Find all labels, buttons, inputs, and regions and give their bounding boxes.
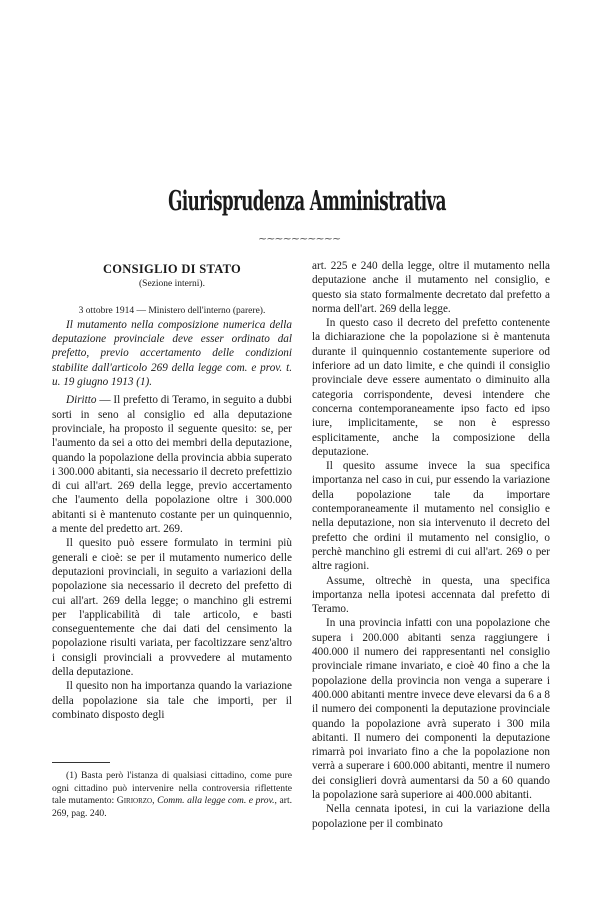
court-heading: CONSIGLIO DI STATO: [102, 262, 242, 276]
paragraph-diritto-text: — Il prefetto di Teramo, in seguito a dubbi sorti in seno al consiglio ed alla deputazione provinciale, ha proposto il seguente quesito: se, per l'aumento da sei a otto dei membri della deputazione, quando la popolazione della provincia abbia superato i 300.000 abitanti, sia necessario il decreto prefettizio di cui all'art. 269 della legge, previo accertamento che l'aumento della popolazione oltre i 300.000 abitanti si è mantenuto costante per un quinquennio, a mente del predetto art. 269.: [52, 394, 292, 536]
title-ornament: ~~~~~~~~~~: [258, 232, 341, 245]
paragraph-provincia: In una provincia infatti con una popolazione che supera i 200.000 abitanti senza raggiungere i 400.000 il numero dei rappresentanti nel consiglio provinciale rimane invariato, e cioè 40 fino a che la popolazione della provincia non venga a superare i 400.000 abitanti mentre invece deve elevarsi da 6 a 8 il numero dei componenti la deputazione provinciale quando la popolazione avrà superato i 300 mila abitanti. Il numero dei componenti la deputazione rimarrà poi invariato fino a che la popolazione non verrà a superare i 600.000 abitanti, mentre il numero dei consiglieri dovrà aumentarsi da 50 a 60 quando la popolazione sarà superiore ai 400.000 abitanti.: [312, 617, 550, 801]
footnote-ref: , art. 269, pag. 240.: [52, 795, 293, 819]
diritto-label: Diritto: [66, 394, 97, 407]
paragraph-continuation: art. 225 e 240 della legge, oltre il mutamento nella deputazione anche il mutamento nel consiglio, e questo sia stato formalmente decretato dal prefetto a norma dell'art. 269 della legge.: [312, 260, 550, 315]
footnote-author: Giriorzo: [116, 795, 153, 807]
footnote-divider: [52, 762, 110, 763]
footnote: (1) Basta però l'istanza di qualsiasi cittadino, come pure ogni cittadino può intervenire nella controversia riflettente tale mutamento: Giriorzo, Comm. alla legge com. e prov., art. 269, pag. 240.: [52, 770, 293, 819]
paragraph-decreto: In questo caso il decreto del prefetto contenente la dichiarazione che la popolazione si è mantenuta durante il quinquennio costantemente superiore od inferiore ad un dato limite, e che quindi il consiglio provinciale deve essere aumentato o diminuito alla categoria corrispondente, devesi intendere che concerna contemporaneamente ipso facto ed ipso iure, implicitamente, se non è espresso esplicitamente, anche la composizione della deputazione.: [312, 317, 550, 458]
page-title: Giurisprudenza Amministrativa: [168, 186, 446, 217]
decision-dateline: 3 ottobre 1914 — Ministero dell'interno (parere).: [78, 305, 266, 316]
section-subheading: (Sezione interni).: [139, 279, 205, 290]
paragraph-teramo: Assume, oltrechè in questa, una specifica importanza nella ipotesi accennata dal prefetto di Teramo.: [312, 574, 550, 616]
paragraph-quesito: Il quesito può essere formulato in termini più generali e cioè: se per il mutamento numerico delle deputazioni provinciali, in seguito a variazioni della popolazione sia necessario il decreto del prefetto di cui all'art. 269 della legge; o manchino gli estremi per l'applicabilità di tale articolo, e basti conseguentemente che dai dati del censimento la popolazione risulti variata, per facoltizzare senz'altro i consigli provinciali a provvedere al mutamento della deputazione.: [52, 537, 292, 679]
paragraph-specifica: Il quesito assume invece la sua specifica importanza nel caso in cui, pur essendo la variazione della popolazione tale da importare contemporaneamente il mutamento nel consiglio e nella deputazione, non sia intervenuto il decreto del prefetto che ordini il mutamento nel consiglio, o perchè manchino gli estremi di cui all'art. 269 o per altre ragioni.: [312, 460, 550, 573]
paragraph-ipotesi: Nella cennata ipotesi, in cui la variazione della popolazione per il combinato: [312, 803, 550, 830]
footnote-text: (1) Basta però l'istanza di qualsiasi cittadino, come pure ogni cittadino può intervenire nella controversia riflettente tale mutamento:: [52, 770, 292, 807]
footnote-work: Comm. alla legge com. e prov.: [157, 795, 275, 807]
left-column: [52, 262, 292, 722]
paragraph-diritto: [52, 393, 292, 536]
legal-maxim: Il mutamento nella composizione numerica della deputazione provinciale deve esser ordinato dal prefetto, previo accertamento delle condizioni stabilite dall'articolo 269 della legge com. e prov. t. u. 19 giugno 1913 (1).: [52, 318, 292, 389]
paragraph-importanza: Il quesito non ha importanza quando la variazione della popolazione sia tale che importi, per il combinato disposto degli: [52, 680, 292, 721]
right-column: [312, 259, 550, 831]
